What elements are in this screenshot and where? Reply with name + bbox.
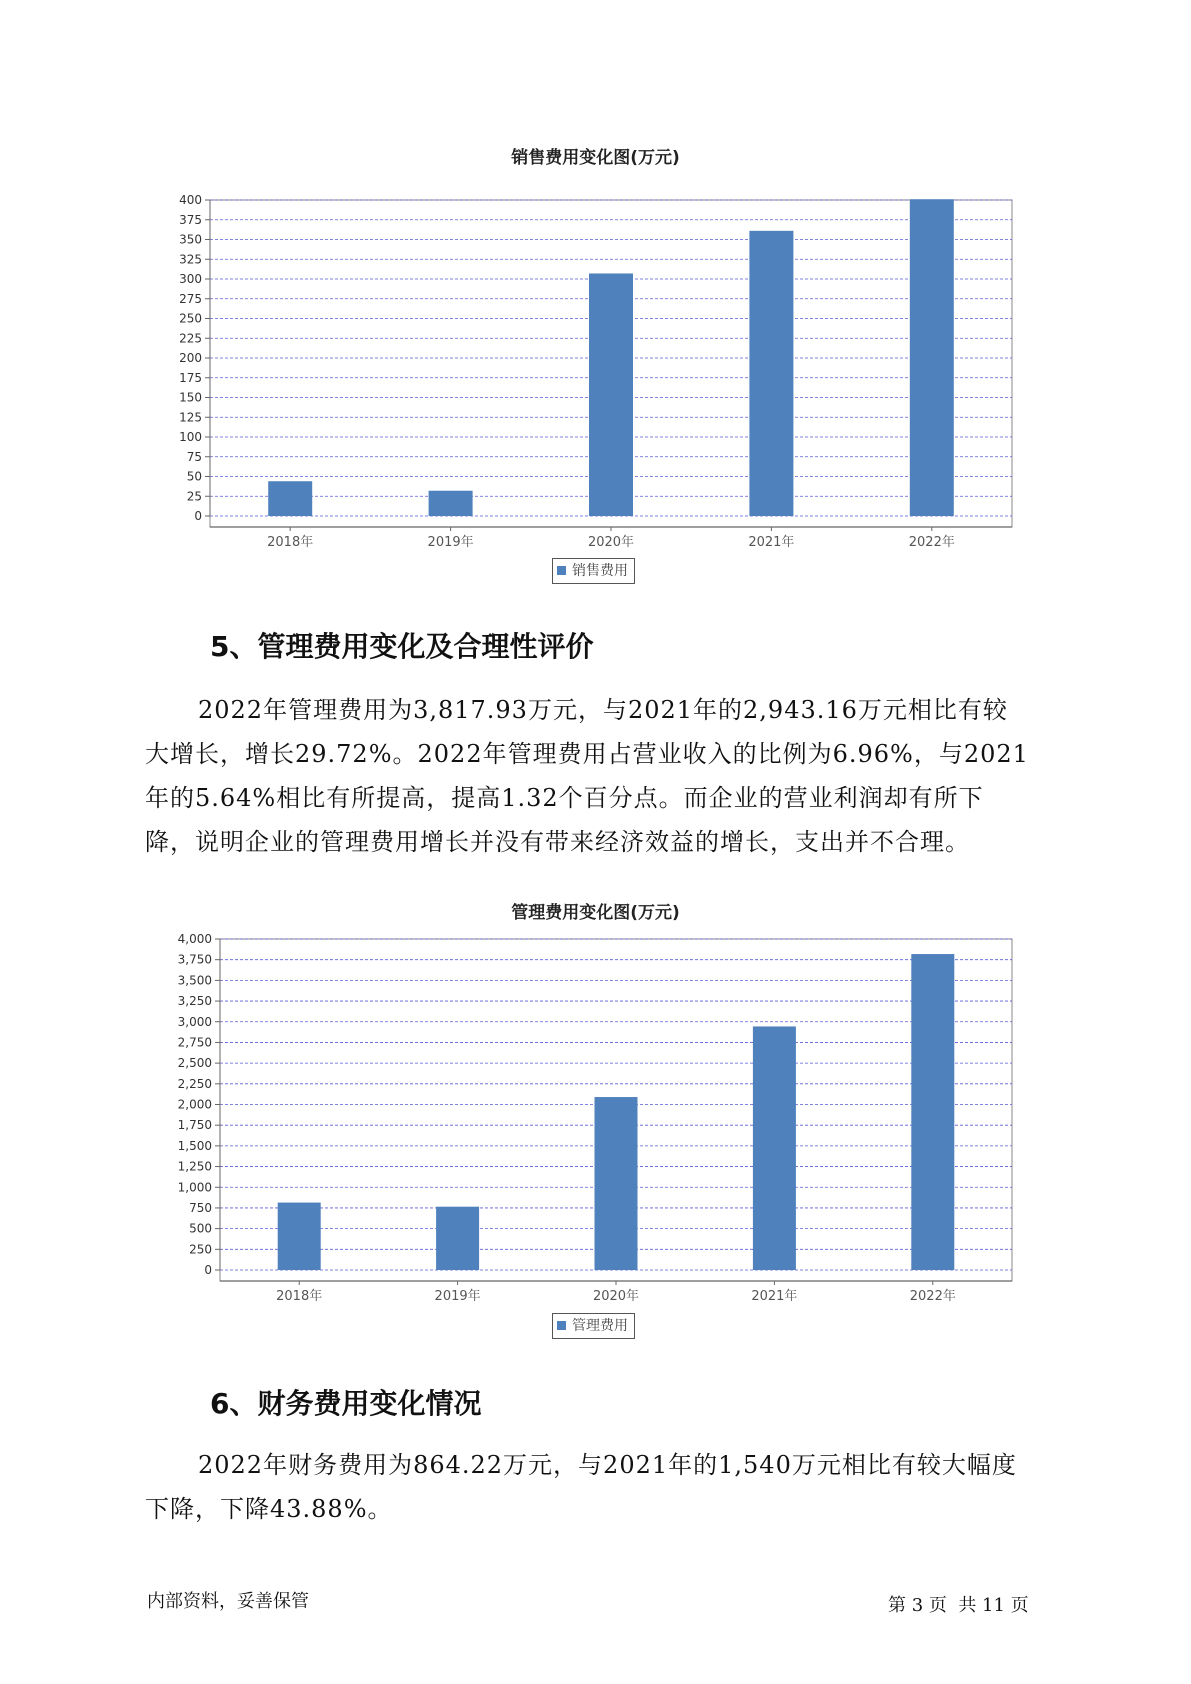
chart-title: 销售费用变化图(万元) [511, 148, 680, 168]
chart-legend [552, 1313, 635, 1339]
bar [753, 1026, 796, 1270]
bar [911, 954, 954, 1270]
y-tick-label: 50 [186, 469, 202, 484]
y-tick-label: 300 [179, 272, 202, 286]
paragraph-line: 大增长，增长29.72%。2022年管理费用占营业收入的比例为6.96%，与2021 [145, 740, 1029, 768]
y-tick-label: 1,250 [177, 1159, 212, 1174]
x-tick-label: 2022年 [909, 1289, 956, 1304]
legend-label: 管理费用 [572, 1318, 628, 1334]
y-tick-label: 2,250 [177, 1076, 212, 1091]
y-tick-label: 2,750 [177, 1035, 212, 1050]
x-tick-label: 2021年 [748, 535, 795, 550]
legend-label: 销售费用 [572, 563, 628, 579]
y-tick-label: 175 [179, 370, 202, 385]
y-tick-label: 0 [204, 1263, 212, 1277]
paragraph-line: 降，说明企业的管理费用增长并没有带来经济效益的增长，支出并不合理。 [145, 828, 970, 856]
chart-title: 管理费用变化图(万元) [511, 903, 680, 923]
x-tick-label: 2018年 [276, 1289, 323, 1304]
y-tick-label: 3,500 [177, 973, 212, 988]
y-tick-label: 500 [189, 1221, 212, 1236]
section-5-heading: 5、管理费用变化及合理性评价 [210, 630, 594, 663]
paragraph-line: 2022年管理费用为3,817.93万元，与2021年的2,943.16万元相比有较 [198, 696, 1008, 724]
y-tick-label: 400 [179, 193, 202, 207]
y-tick-label: 1,000 [177, 1180, 212, 1195]
y-tick-label: 3,250 [177, 994, 212, 1009]
bar [436, 1207, 479, 1270]
bar [595, 1097, 638, 1270]
y-tick-label: 2,500 [177, 1056, 212, 1071]
y-tick-label: 1,500 [177, 1138, 212, 1153]
y-tick-label: 375 [179, 212, 202, 227]
y-tick-label: 3,750 [177, 952, 212, 967]
y-tick-label: 250 [179, 311, 202, 326]
y-tick-label: 350 [179, 232, 202, 247]
y-tick-label: 150 [179, 390, 202, 405]
y-tick-label: 200 [179, 351, 202, 365]
x-tick-label: 2020年 [592, 1289, 640, 1304]
x-tick-label: 2019年 [427, 535, 474, 550]
y-tick-label: 2,000 [177, 1097, 212, 1112]
x-tick-label: 2021年 [751, 1289, 798, 1304]
legend-swatch [557, 1321, 566, 1330]
y-tick-label: 275 [179, 291, 202, 306]
y-tick-label: 325 [179, 252, 202, 267]
x-tick-label: 2018年 [267, 535, 314, 550]
section-6-heading: 6、财务费用变化情况 [210, 1387, 482, 1420]
bar [278, 1203, 321, 1270]
footer-page-number: 第 3 页 共 11 页 [888, 1595, 1029, 1616]
section-6-paragraph [145, 1443, 1060, 1531]
y-tick-label: 250 [189, 1242, 212, 1257]
y-tick-label: 4,000 [177, 932, 212, 946]
y-tick-label: 225 [179, 331, 202, 346]
y-tick-label: 25 [186, 489, 202, 504]
footer-confidential-note: 内部资料，妥善保管 [147, 1591, 309, 1612]
y-tick-label: 0 [194, 509, 202, 523]
x-tick-label: 2019年 [434, 1289, 481, 1304]
y-tick-label: 1,750 [177, 1118, 212, 1133]
y-tick-label: 3,000 [177, 1014, 212, 1029]
paragraph-line: 下降，下降43.88%。 [145, 1495, 393, 1523]
y-tick-label: 75 [186, 449, 202, 464]
y-tick-label: 100 [179, 430, 202, 444]
y-tick-label: 125 [179, 410, 202, 425]
y-tick-label: 750 [189, 1200, 212, 1215]
x-tick-label: 2020年 [587, 535, 635, 550]
x-tick-label: 2022年 [908, 535, 955, 550]
paragraph-line: 年的5.64%相比有所提高，提高1.32个百分点。而企业的营业利润却有所下 [145, 784, 984, 812]
paragraph-line: 2022年财务费用为864.22万元，与2021年的1,540万元相比有较大幅度 [198, 1451, 1017, 1479]
